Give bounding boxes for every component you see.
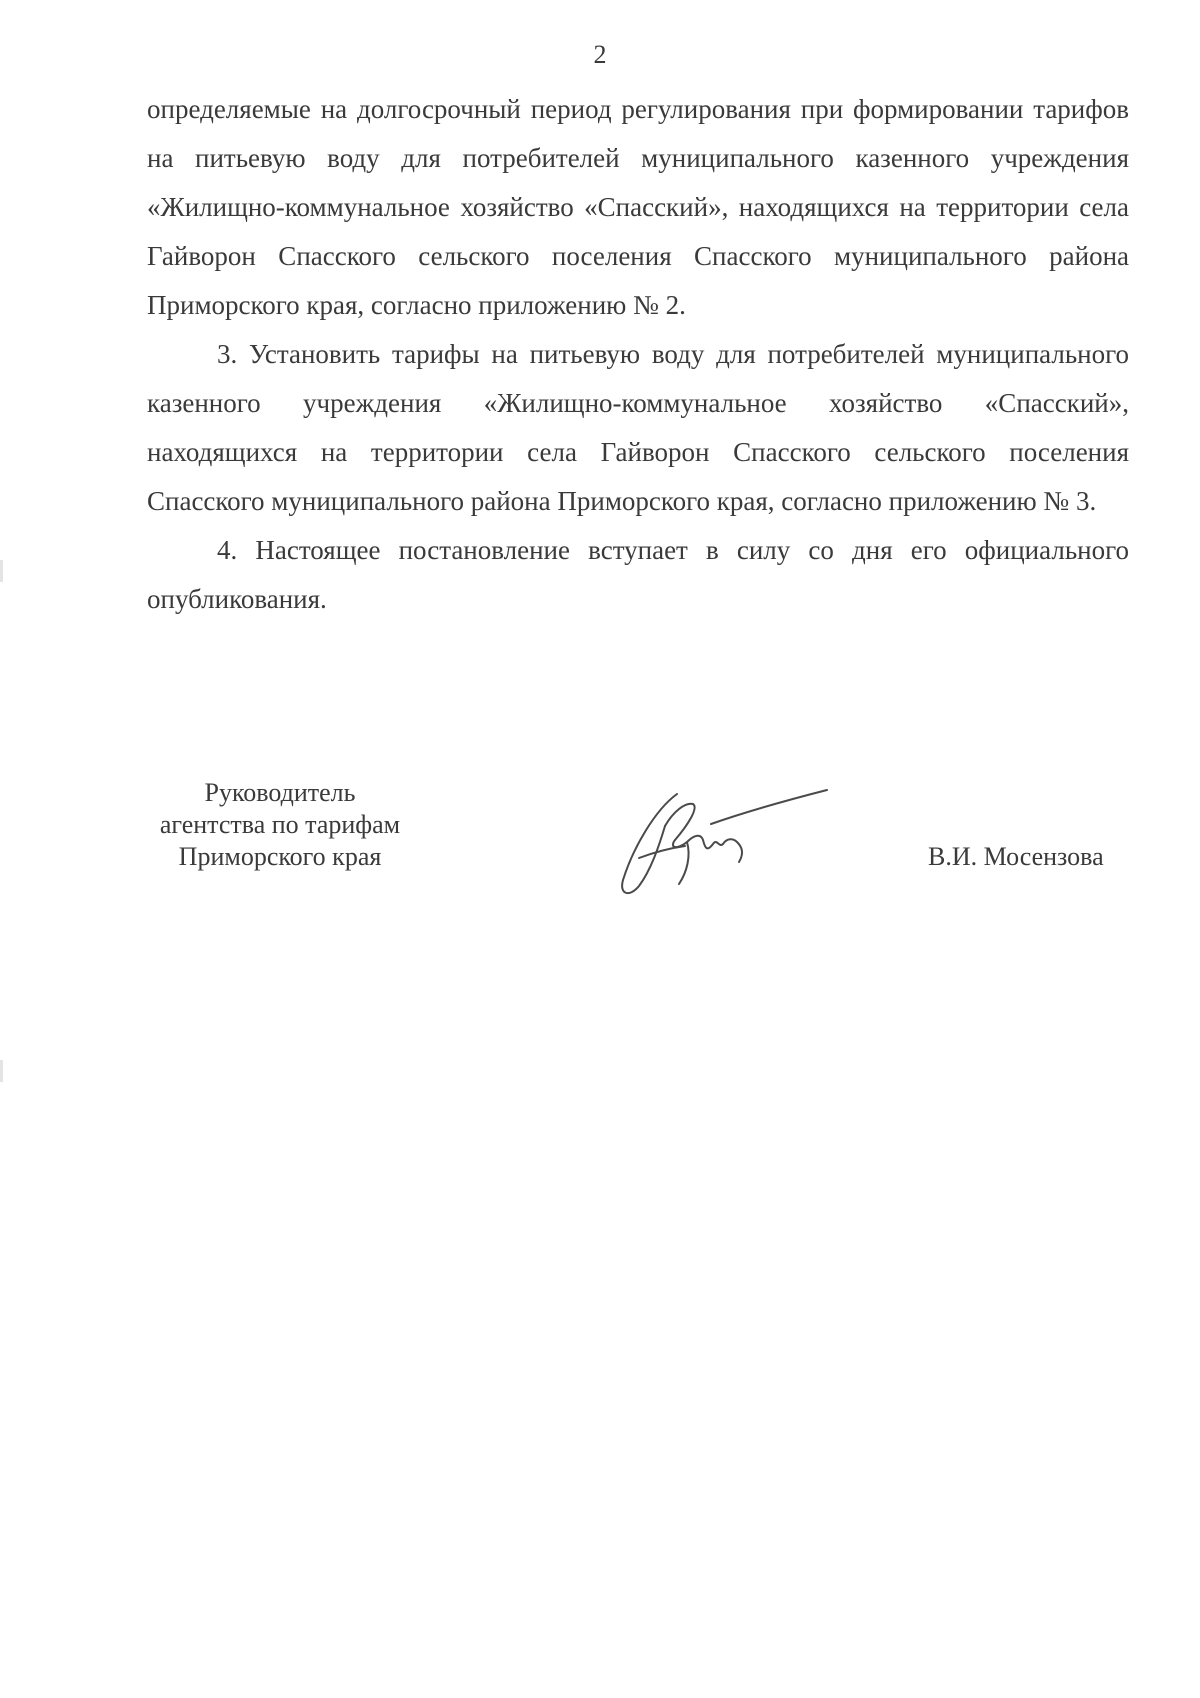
page-number: 2 — [593, 40, 607, 69]
signatory-title-line: Приморского края — [178, 842, 382, 871]
scan-edge-mark — [0, 1060, 3, 1082]
signatory-title-line: агентства по тарифам — [159, 810, 401, 839]
paragraph-continuation: определяемые на долгосрочный период регулирования при формировании тарифов на питьевую воду для потребителей муниципального казенного учреждения «Жилищно-коммунальное хозяйство «Спасский», находящихся на территории села Гайворон Спасского сельского поселения Спасского муниципального района Приморского края, согласно приложению № 2. — [147, 94, 1129, 320]
paragraph-item-4: 4. Настоящее постановление вступает в силу со дня его официального опубликования. — [147, 535, 1129, 614]
signatory-title — [130, 777, 430, 873]
body-text — [147, 85, 1129, 624]
scan-edge-mark — [0, 560, 3, 582]
signatory-name: В.И. Мосензова — [928, 842, 1104, 871]
signatory-title-line: Руководитель — [204, 778, 356, 807]
handwritten-signature — [615, 782, 830, 902]
paragraph-item-3: 3. Установить тарифы на питьевую воду для потребителей муниципального казенного учреждения «Жилищно-коммунальное хозяйство «Спасский», находящихся на территории села Гайворон Спасского сельского поселения Спасского муниципального района Приморского края, согласно приложению № 3. — [147, 339, 1129, 516]
